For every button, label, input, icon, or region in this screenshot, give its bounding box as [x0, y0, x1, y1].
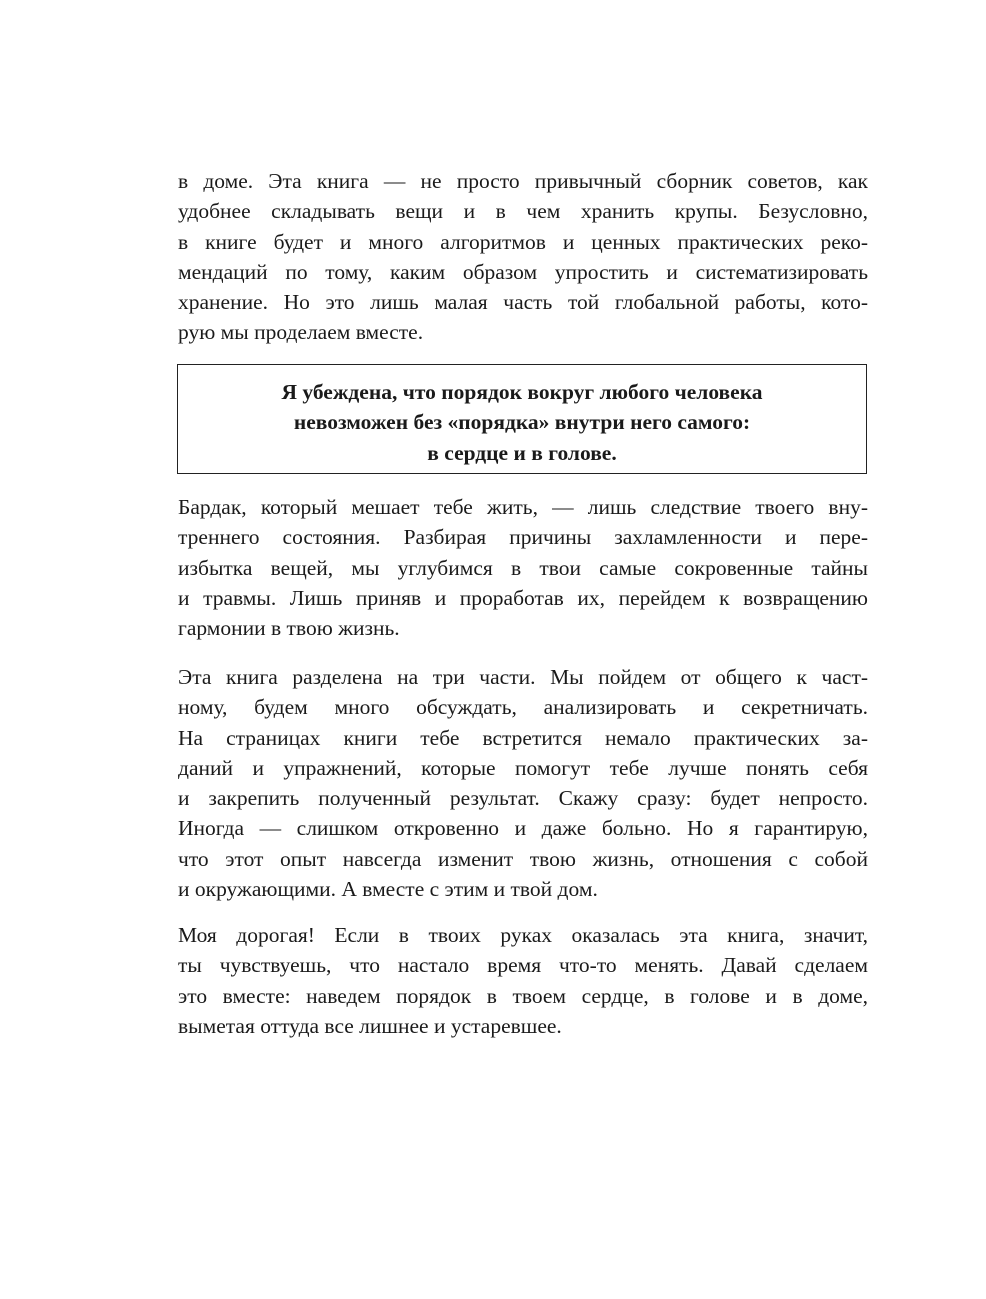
- text-line: в сердце и в голове.: [427, 440, 617, 465]
- text-line: в книге будет и много алгоритмов и ценных практических реко-: [178, 229, 868, 254]
- text-line: мендаций по тому, каким образом упростить и систематизировать: [178, 259, 868, 284]
- text-line: треннего состояния. Разбирая причины захламленности и пере-: [178, 525, 868, 550]
- text-line: Иногда — слишком откровенно и даже больно. Но я гарантирую,: [178, 816, 868, 841]
- text-line: удобнее складывать вещи и в чем хранить крупы. Безусловно,: [178, 199, 868, 224]
- text-line: Моя дорогая! Если в твоих руках оказалась эта книга, значит,: [178, 923, 868, 947]
- text-line: Я убеждена, что порядок вокруг любого человека: [281, 380, 763, 404]
- text-line: и травмы. Лишь приняв и проработав их, перейдем к возвращению: [178, 585, 868, 610]
- text-line: Бардак, который мешает тебе жить, — лишь следствие твоего вну-: [178, 495, 868, 519]
- text-line: и окружающими. А вместе с этим и твой дом.: [178, 877, 598, 902]
- callout-box: [177, 364, 867, 474]
- text-line: ты чувствуешь, что настало время что-то менять. Давай сделаем: [178, 953, 868, 978]
- text-line: рую мы проделаем вместе.: [178, 320, 424, 345]
- paragraph-4: [178, 920, 868, 1041]
- text-line: невозможен без «порядка» внутри него самого:: [293, 410, 751, 435]
- text-line: Эта книга разделена на три части. Мы пойдем от общего к част-: [178, 665, 868, 689]
- text-line: что этот опыт навсегда изменит твою жизнь, отношения с собой: [178, 846, 868, 871]
- text-line: выметая оттуда все лишнее и устаревшее.: [178, 1013, 562, 1038]
- text-line: это вместе: наведем порядок в твоем сердце, в голове и в доме,: [178, 983, 868, 1008]
- paragraph-1: [178, 166, 868, 348]
- paragraph-2: [178, 492, 868, 643]
- text-line: и закрепить полученный результат. Скажу сразу: будет непросто.: [178, 786, 868, 811]
- text-line: избытка вещей, мы углубимся в твои самые сокровенные тайны: [178, 555, 868, 580]
- text-line: На страницах книги тебе встретится немало практических за-: [178, 725, 868, 750]
- text-line: гармонии в твою жизнь.: [178, 616, 400, 641]
- text-line: хранение. Но это лишь малая часть той глобальной работы, кото-: [178, 290, 868, 315]
- paragraph-3: [178, 662, 868, 904]
- text-line: даний и упражнений, которые помогут тебе лучше понять себя: [178, 755, 868, 780]
- text-line: ному, будем много обсуждать, анализировать и секретничать.: [178, 695, 868, 720]
- text-line: в доме. Эта книга — не просто привычный сборник советов, как: [178, 169, 868, 193]
